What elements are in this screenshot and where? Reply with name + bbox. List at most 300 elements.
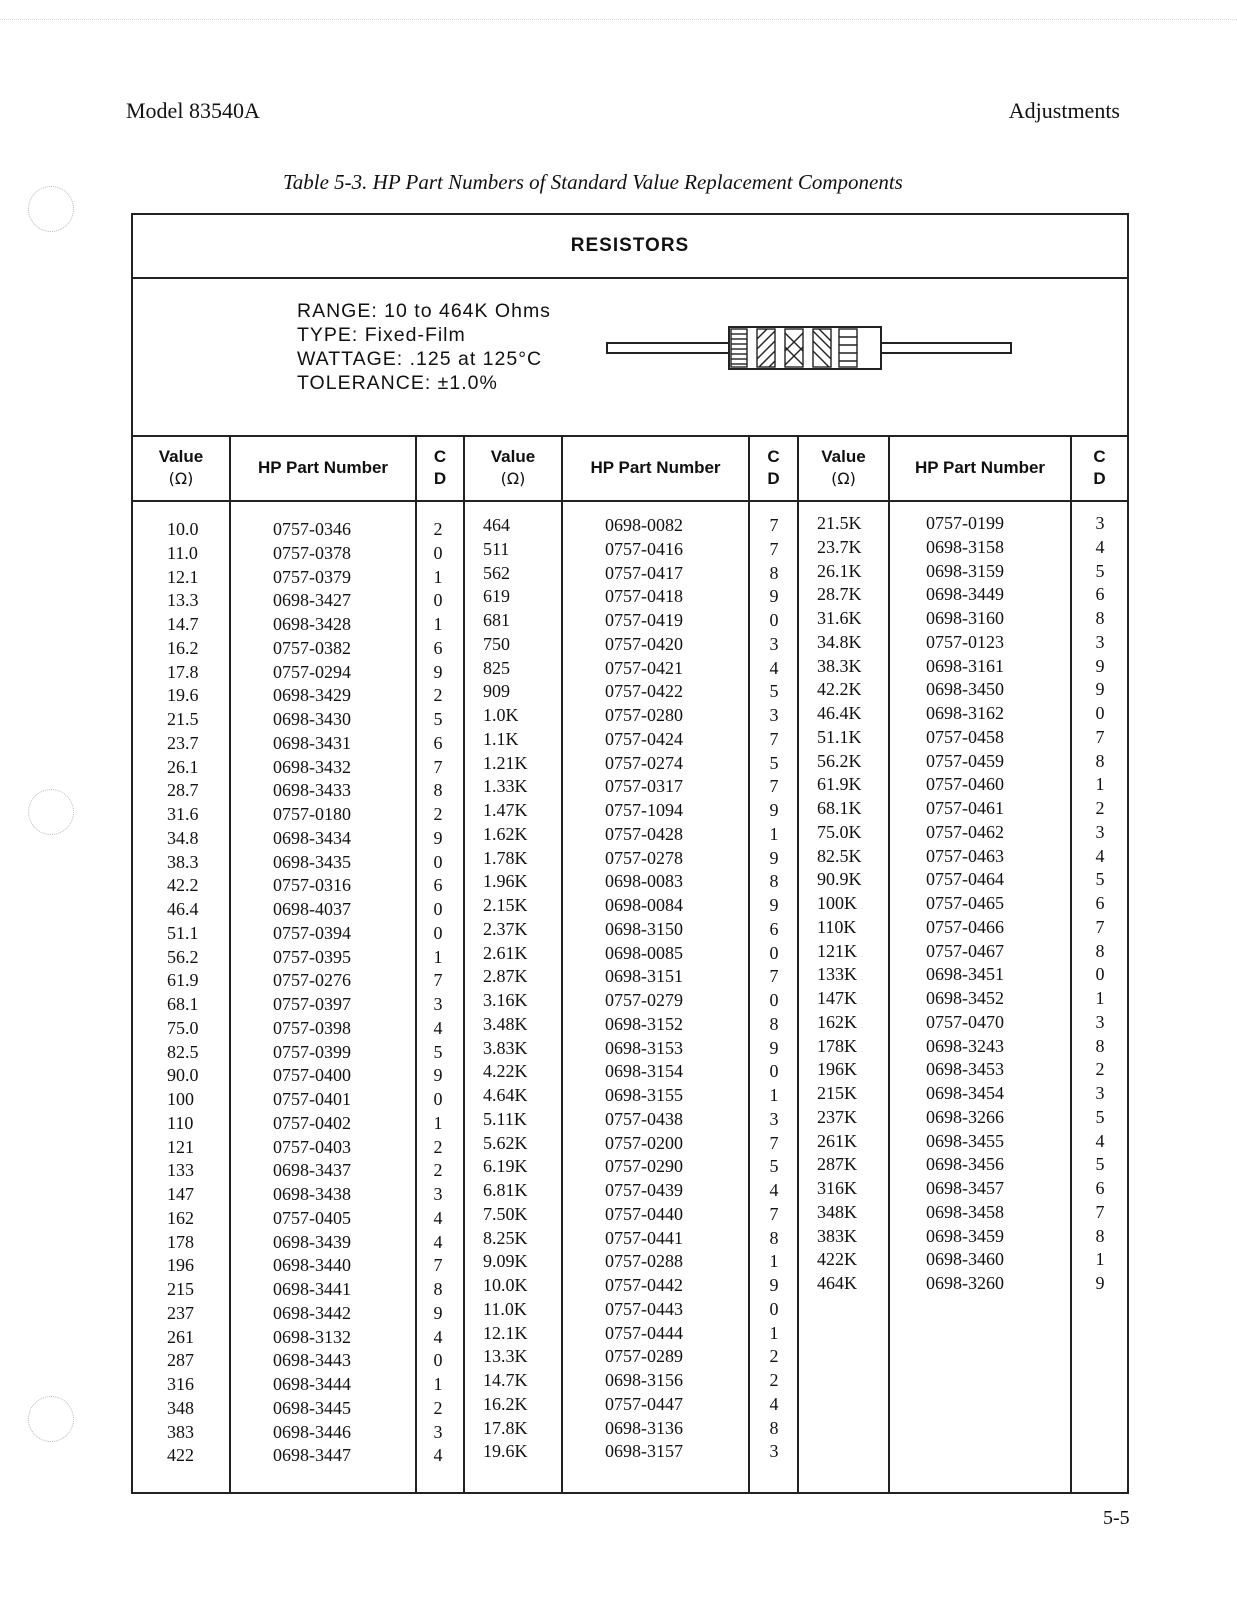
column-divider (797, 435, 799, 1492)
column-divider (561, 435, 563, 1492)
column-header-value: Value (Ω) (490, 447, 536, 488)
cell-part-number: 0698-3446 (273, 1421, 351, 1442)
cell-value: 23.7K (817, 536, 862, 557)
cell-part-number: 0698-3266 (926, 1106, 1004, 1127)
cell-value: 237 (167, 1302, 194, 1323)
cell-check-digit: 0 (769, 1298, 779, 1319)
cell-part-number: 0698-3441 (273, 1279, 351, 1299)
cell-value: 17.8 (167, 661, 199, 682)
cell-part-number: 0757-0442 (605, 1275, 683, 1295)
cell-value: 287K (817, 1154, 857, 1175)
cell-part-number: 0698-3443 (273, 1350, 351, 1371)
cell-value: 316 (167, 1374, 194, 1394)
cell-check-digit: 7 (769, 1203, 779, 1224)
cell-part-number: 0757-0418 (605, 586, 683, 607)
column-header-cd: C D (1093, 447, 1106, 488)
cell-value: 619 (483, 586, 510, 607)
cell-part-number: 0757-0470 (926, 1011, 1004, 1032)
cell-value: 2.15K (483, 895, 528, 915)
cell-value: 196 (167, 1255, 194, 1276)
scan-top-edge (0, 19, 1237, 20)
cell-value: 237K (817, 1106, 857, 1127)
cell-check-digit: 8 (769, 871, 779, 892)
cell-check-digit: 7 (433, 756, 443, 777)
cell-check-digit: 7 (769, 776, 779, 797)
cell-value: 178K (817, 1035, 857, 1056)
cell-value: 31.6K (817, 608, 862, 628)
cell-part-number: 0698-3460 (926, 1249, 1004, 1270)
cell-check-digit: 6 (433, 637, 443, 658)
cell-check-digit: 8 (769, 1417, 779, 1438)
cell-part-number: 0757-0397 (273, 994, 351, 1014)
cell-value: 1.33K (483, 776, 528, 797)
cell-part-number: 0698-3447 (273, 1445, 351, 1466)
cell-part-number: 0757-0421 (605, 657, 683, 678)
cell-value: 19.6 (167, 685, 199, 706)
cell-part-number: 0698-3459 (926, 1225, 1004, 1246)
cell-check-digit: 1 (433, 1374, 443, 1394)
cell-check-digit: 0 (769, 1061, 779, 1082)
cell-check-digit: 2 (1095, 798, 1105, 818)
cell-part-number: 0757-0420 (605, 633, 683, 654)
cell-check-digit: 9 (433, 1302, 443, 1323)
cell-part-number: 0698-3162 (926, 703, 1004, 723)
resistor-icon (605, 325, 1015, 373)
cell-check-digit: 9 (769, 586, 779, 607)
cell-part-number: 0757-0317 (605, 776, 683, 797)
column-header-part-number: HP Part Number (914, 458, 1046, 477)
cell-check-digit: 3 (769, 1441, 779, 1462)
cell-value: 100 (167, 1089, 194, 1109)
cell-value: 162 (167, 1207, 194, 1228)
cell-part-number: 0757-0466 (926, 916, 1004, 937)
cell-part-number: 0698-3442 (273, 1302, 351, 1323)
cell-part-number: 0757-0200 (605, 1132, 683, 1153)
cell-check-digit: 6 (433, 875, 443, 896)
cell-part-number: 0757-0274 (605, 752, 683, 773)
cell-part-number: 0698-3444 (273, 1374, 351, 1394)
cell-value: 2.37K (483, 918, 528, 939)
cell-value: 464K (817, 1273, 857, 1293)
table-caption: Table 5-3. HP Part Numbers of Standard Value Replacement Components (283, 170, 903, 194)
cell-check-digit: 1 (769, 1085, 779, 1105)
cell-part-number: 0757-0379 (273, 566, 351, 587)
cell-part-number: 0757-0458 (926, 726, 1004, 747)
cell-value: 51.1 (167, 922, 199, 943)
cell-part-number: 0698-3160 (926, 608, 1004, 628)
cell-value: 42.2K (817, 679, 862, 700)
cell-value: 23.7 (167, 732, 199, 753)
cell-check-digit: 2 (433, 685, 443, 706)
cell-check-digit: 7 (1095, 726, 1105, 747)
column-divider (748, 435, 750, 1492)
cell-value: 46.4K (817, 703, 862, 723)
cell-check-digit: 0 (1095, 964, 1105, 985)
cell-value: 3.16K (483, 990, 528, 1010)
cell-value: 196K (817, 1059, 857, 1080)
cell-check-digit: 8 (1095, 1035, 1105, 1056)
cell-check-digit: 3 (769, 1108, 779, 1129)
cell-check-digit: 8 (433, 1279, 443, 1299)
cell-check-digit: 5 (769, 681, 779, 702)
cell-value: 750 (483, 633, 510, 654)
cell-value: 12.1 (167, 566, 199, 587)
cell-part-number: 0698-0085 (605, 942, 683, 963)
cell-part-number: 0698-3429 (273, 685, 351, 706)
cell-check-digit: 2 (1095, 1059, 1105, 1080)
cell-part-number: 0757-0394 (273, 922, 351, 943)
cell-part-number: 0698-3157 (605, 1441, 683, 1462)
cell-check-digit: 0 (769, 610, 779, 630)
cell-check-digit: 4 (433, 1207, 443, 1228)
cell-part-number: 0757-0462 (926, 821, 1004, 842)
cell-value: 1.0K (483, 705, 519, 725)
cell-value: 17.8K (483, 1417, 528, 1438)
cell-check-digit: 9 (769, 800, 779, 820)
cell-check-digit: 4 (433, 1445, 443, 1466)
cell-check-digit: 1 (433, 614, 443, 634)
cell-check-digit: 1 (769, 1322, 779, 1343)
cell-check-digit: 3 (433, 994, 443, 1014)
cell-check-digit: 0 (769, 942, 779, 963)
cell-part-number: 0757-0276 (273, 970, 351, 991)
cell-part-number: 0698-3458 (926, 1201, 1004, 1222)
cell-value: 11.0 (167, 542, 198, 563)
cell-check-digit: 3 (1095, 1083, 1105, 1103)
spec-block (297, 299, 551, 395)
cell-part-number: 0757-0395 (273, 946, 351, 967)
cell-part-number: 0698-3154 (605, 1061, 683, 1082)
cell-value: 6.19K (483, 1156, 528, 1177)
cell-check-digit: 9 (769, 895, 779, 915)
cell-value: 28.7 (167, 780, 199, 801)
cell-value: 13.3 (167, 590, 199, 611)
cell-check-digit: 7 (769, 515, 779, 535)
cell-part-number: 0757-0443 (605, 1298, 683, 1319)
column-divider (415, 435, 417, 1492)
cell-check-digit: 4 (433, 1017, 443, 1038)
cell-value: 42.2 (167, 875, 199, 896)
cell-check-digit: 8 (769, 562, 779, 583)
cell-value: 2.61K (483, 942, 528, 963)
cell-part-number: 0698-3450 (926, 679, 1004, 700)
cell-part-number: 0698-0084 (605, 895, 683, 915)
cell-check-digit: 8 (769, 1013, 779, 1034)
cell-check-digit: 0 (433, 851, 443, 872)
cell-value: 133 (167, 1160, 194, 1181)
spec-type: TYPE: Fixed-Film (297, 324, 466, 346)
cell-part-number: 0757-0419 (605, 610, 683, 630)
cell-part-number: 0698-3449 (926, 584, 1004, 605)
cell-part-number: 0757-0290 (605, 1156, 683, 1177)
cell-part-number: 0698-3136 (605, 1417, 683, 1438)
cell-check-digit: 5 (1095, 869, 1105, 890)
cell-part-number: 0698-3440 (273, 1255, 351, 1276)
spec-range: RANGE: 10 to 464K Ohms (297, 300, 551, 322)
cell-value: 8.25K (483, 1227, 528, 1248)
cell-part-number: 0698-3431 (273, 732, 351, 753)
cell-value: 909 (483, 681, 510, 702)
cell-part-number: 0757-0180 (273, 804, 351, 824)
cell-check-digit: 0 (769, 990, 779, 1010)
cell-part-number: 0698-3452 (926, 988, 1004, 1008)
cell-check-digit: 7 (769, 1132, 779, 1153)
cell-part-number: 0757-0400 (273, 1065, 351, 1086)
cell-value: 121 (167, 1136, 194, 1157)
cell-part-number: 0757-0459 (926, 750, 1004, 771)
cell-part-number: 0757-0398 (273, 1017, 351, 1038)
cell-part-number: 0757-0382 (273, 637, 351, 658)
cell-check-digit: 0 (433, 922, 443, 943)
cell-value: 464 (483, 515, 510, 535)
table-title: RESISTORS (570, 235, 690, 256)
cell-check-digit: 9 (769, 1275, 779, 1295)
cell-check-digit: 5 (769, 752, 779, 773)
cell-check-digit: 9 (1095, 655, 1105, 676)
cell-part-number: 0698-3243 (926, 1035, 1004, 1056)
cell-value: 38.3K (817, 655, 862, 676)
cell-value: 56.2 (167, 946, 199, 967)
cell-check-digit: 1 (1095, 774, 1105, 795)
cell-value: 511 (483, 538, 510, 559)
cell-part-number: 0698-3427 (273, 590, 351, 611)
cell-check-digit: 0 (433, 1089, 443, 1109)
cell-value: 383K (817, 1225, 857, 1246)
cell-value: 61.9K (817, 774, 862, 795)
cell-check-digit: 4 (433, 1231, 443, 1252)
cell-value: 82.5K (817, 845, 862, 866)
cell-check-digit: 4 (1095, 1130, 1105, 1151)
cell-check-digit: 2 (433, 519, 443, 539)
binder-hole (28, 789, 74, 835)
cell-value: 31.6 (167, 804, 199, 824)
table-title-row (133, 215, 1127, 279)
cell-value: 133K (817, 964, 857, 985)
cell-part-number: 0757-0279 (605, 990, 683, 1010)
cell-check-digit: 1 (1095, 1249, 1105, 1270)
cell-value: 14.7K (483, 1370, 528, 1390)
cell-check-digit: 3 (1095, 1011, 1105, 1032)
cell-check-digit: 2 (433, 1136, 443, 1157)
spec-wattage: WATTAGE: .125 at 125°C (297, 348, 543, 370)
cell-value: 38.3 (167, 851, 199, 872)
cell-check-digit: 8 (1095, 1225, 1105, 1246)
cell-part-number: 0757-0447 (605, 1393, 683, 1414)
cell-part-number: 0698-3132 (273, 1326, 351, 1347)
cell-part-number: 0757-0399 (273, 1041, 351, 1062)
cell-part-number: 0757-0461 (926, 798, 1004, 818)
cell-check-digit: 4 (1095, 845, 1105, 866)
cell-part-number: 0757-0428 (605, 823, 683, 844)
cell-part-number: 0698-3456 (926, 1154, 1004, 1175)
cell-part-number: 0757-0465 (926, 893, 1004, 913)
column-header-value: Value (Ω) (158, 447, 204, 488)
cell-check-digit: 6 (1095, 1178, 1105, 1198)
binder-hole (28, 1396, 74, 1442)
cell-check-digit: 4 (433, 1326, 443, 1347)
cell-value: 1.96K (483, 871, 528, 892)
cell-part-number: 0757-0460 (926, 774, 1004, 795)
cell-check-digit: 1 (1095, 988, 1105, 1008)
cell-value: 16.2K (483, 1393, 528, 1414)
cell-value: 1.47K (483, 800, 528, 820)
cell-check-digit: 9 (769, 847, 779, 868)
cell-part-number: 0698-3150 (605, 918, 683, 939)
cell-value: 90.9K (817, 869, 862, 890)
cell-check-digit: 9 (433, 661, 443, 682)
cell-value: 12.1K (483, 1322, 528, 1343)
cell-check-digit: 0 (1095, 703, 1105, 723)
cell-part-number: 0757-0440 (605, 1203, 683, 1224)
cell-part-number: 0698-3455 (926, 1130, 1004, 1151)
cell-check-digit: 9 (433, 1065, 443, 1086)
cell-check-digit: 8 (1095, 940, 1105, 961)
cell-part-number: 0757-0444 (605, 1322, 683, 1343)
cell-part-number: 0698-3153 (605, 1037, 683, 1058)
page-number: 5-5 (1103, 1507, 1130, 1529)
cell-part-number: 0698-3437 (273, 1160, 351, 1181)
cell-part-number: 0757-0316 (273, 875, 351, 896)
cell-check-digit: 8 (1095, 608, 1105, 628)
cell-value: 1.78K (483, 847, 528, 868)
cell-part-number: 0698-3430 (273, 709, 351, 729)
cell-check-digit: 6 (1095, 584, 1105, 605)
cell-part-number: 0757-0402 (273, 1112, 351, 1133)
cell-value: 21.5K (817, 513, 862, 533)
cell-part-number: 0757-0278 (605, 847, 683, 868)
cell-value: 75.0 (167, 1017, 199, 1038)
resistor-table (131, 213, 1129, 1494)
cell-check-digit: 6 (769, 918, 779, 939)
column-header-value: Value (Ω) (821, 447, 866, 488)
cell-value: 19.6K (483, 1441, 528, 1462)
cell-part-number: 0698-3156 (605, 1370, 683, 1390)
cell-value: 34.8K (817, 631, 862, 652)
cell-value: 162K (817, 1011, 857, 1032)
cell-value: 26.1 (167, 756, 199, 777)
cell-check-digit: 7 (1095, 1201, 1105, 1222)
cell-part-number: 0698-3151 (605, 966, 683, 987)
cell-value: 215 (167, 1279, 194, 1299)
cell-value: 681 (483, 610, 510, 630)
cell-value: 562 (483, 562, 510, 583)
cell-value: 147K (817, 988, 857, 1008)
cell-value: 14.7 (167, 614, 199, 634)
cell-check-digit: 1 (769, 823, 779, 844)
cell-check-digit: 8 (433, 780, 443, 801)
cell-part-number: 0698-3260 (926, 1273, 1004, 1293)
cell-part-number: 0698-3428 (273, 614, 351, 634)
cell-part-number: 0757-0346 (273, 519, 351, 539)
cell-check-digit: 7 (769, 538, 779, 559)
cell-check-digit: 5 (769, 1156, 779, 1177)
cell-value: 121K (817, 940, 857, 961)
cell-check-digit: 7 (769, 966, 779, 987)
cell-value: 261 (167, 1326, 194, 1347)
cell-value: 68.1 (167, 994, 199, 1014)
cell-check-digit: 0 (433, 590, 443, 611)
cell-part-number: 0698-3438 (273, 1184, 351, 1204)
cell-check-digit: 2 (433, 1397, 443, 1418)
cell-check-digit: 3 (769, 633, 779, 654)
cell-check-digit: 4 (769, 1393, 779, 1414)
cell-part-number: 0757-0441 (605, 1227, 683, 1248)
cell-part-number: 0757-0416 (605, 538, 683, 559)
cell-part-number: 0698-3159 (926, 560, 1004, 581)
cell-value: 26.1K (817, 560, 862, 581)
cell-value: 1.62K (483, 823, 528, 844)
cell-value: 287 (167, 1350, 194, 1371)
cell-part-number: 0698-3451 (926, 964, 1004, 985)
cell-value: 82.5 (167, 1041, 199, 1062)
cell-part-number: 0698-4037 (273, 899, 351, 919)
cell-value: 68.1K (817, 798, 862, 818)
column-divider (1070, 435, 1072, 1492)
cell-value: 1.1K (483, 728, 519, 749)
cell-check-digit: 3 (433, 1421, 443, 1442)
cell-part-number: 0698-3433 (273, 780, 351, 801)
cell-check-digit: 7 (1095, 916, 1105, 937)
cell-value: 4.64K (483, 1085, 528, 1105)
cell-part-number: 0757-0199 (926, 513, 1004, 533)
cell-check-digit: 3 (1095, 631, 1105, 652)
cell-value: 4.22K (483, 1061, 528, 1082)
cell-value: 1.21K (483, 752, 528, 773)
cell-value: 825 (483, 657, 510, 678)
cell-part-number: 0698-0083 (605, 871, 683, 892)
cell-part-number: 0698-3439 (273, 1231, 351, 1252)
cell-check-digit: 6 (1095, 893, 1105, 913)
cell-value: 348K (817, 1201, 857, 1222)
cell-check-digit: 3 (433, 1184, 443, 1204)
cell-value: 10.0 (167, 519, 199, 539)
cell-check-digit: 8 (769, 1227, 779, 1248)
cell-part-number: 0757-0288 (605, 1251, 683, 1272)
cell-check-digit: 4 (769, 657, 779, 678)
cell-check-digit: 9 (433, 827, 443, 848)
cell-check-digit: 0 (433, 899, 443, 919)
cell-value: 34.8 (167, 827, 199, 848)
cell-part-number: 0757-0467 (926, 940, 1004, 961)
cell-part-number: 0698-3445 (273, 1397, 351, 1418)
cell-part-number: 0698-3453 (926, 1059, 1004, 1080)
cell-check-digit: 1 (769, 1251, 779, 1272)
cell-part-number: 0757-0403 (273, 1136, 351, 1157)
cell-check-digit: 4 (1095, 536, 1105, 557)
column-header-part-number: HP Part Number (257, 458, 389, 477)
cell-part-number: 0757-0289 (605, 1346, 683, 1367)
cell-value: 51.1K (817, 726, 862, 747)
cell-check-digit: 1 (433, 946, 443, 967)
cell-value: 147 (167, 1184, 194, 1204)
cell-check-digit: 7 (769, 728, 779, 749)
cell-value: 2.87K (483, 966, 528, 987)
cell-check-digit: 1 (433, 566, 443, 587)
cell-value: 5.62K (483, 1132, 528, 1153)
cell-part-number: 0757-0438 (605, 1108, 683, 1129)
cell-part-number: 0757-0294 (273, 661, 351, 682)
cell-value: 100K (817, 893, 857, 913)
cell-value: 46.4 (167, 899, 199, 919)
cell-part-number: 0698-3435 (273, 851, 351, 872)
cell-part-number: 0757-0405 (273, 1207, 351, 1228)
cell-part-number: 0757-0463 (926, 845, 1004, 866)
cell-part-number: 0757-0464 (926, 869, 1004, 890)
binder-hole (28, 186, 74, 232)
cell-value: 110K (817, 916, 857, 937)
cell-check-digit: 0 (433, 542, 443, 563)
cell-value: 61.9 (167, 970, 199, 991)
